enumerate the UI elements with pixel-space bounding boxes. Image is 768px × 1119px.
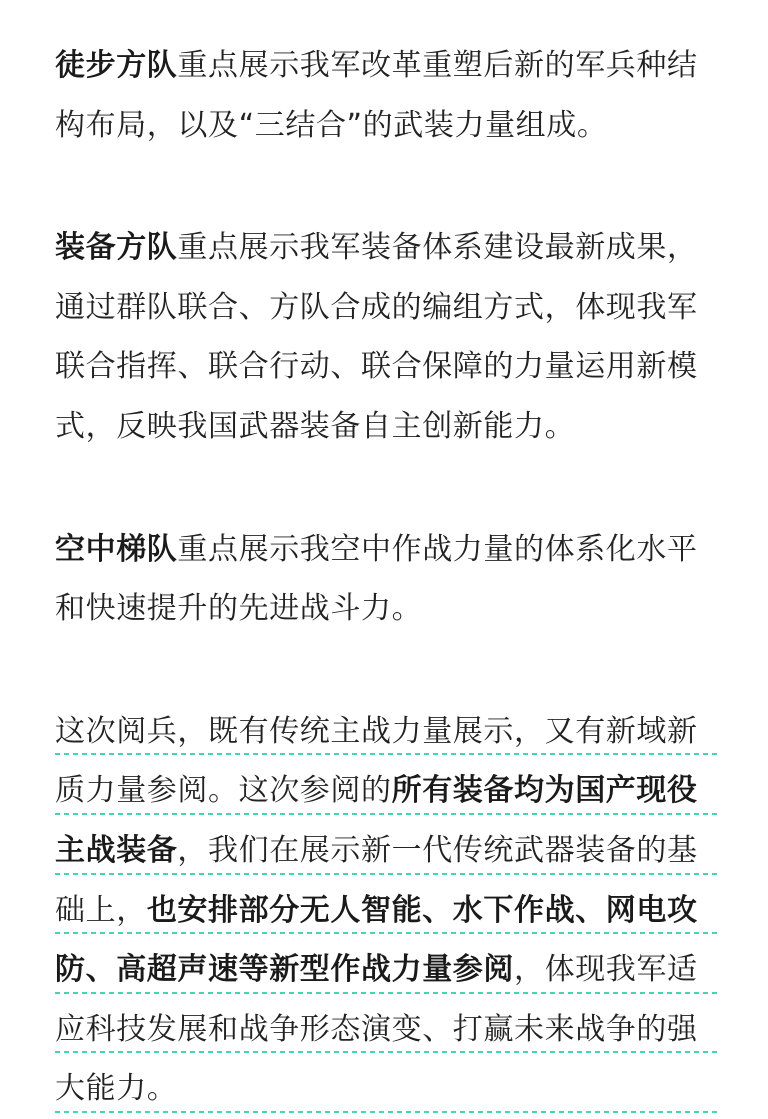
highlight-text: 也安排部分无人智能、水下作战、网电攻防、高超声速等新型作战力量参阅 <box>55 892 698 988</box>
bold-lead: 徒步方队 <box>55 48 178 83</box>
paragraph-text: 重点展示我军装备体系建设最新成果，通过群队联合、方队合成的编组方式，体现我军联合指挥、联合行动、联合保障的力量运用新模式，反映我国武器装备自主创新能力。 <box>55 230 698 444</box>
bold-lead: 装备方队 <box>55 230 178 266</box>
paragraph-text: ，我们在展示新一代传统武器装备的基础上， <box>55 832 698 928</box>
paragraph-text: 这次阅兵，既有传统主战力量展示，又有新域新质力量参阅。这次参阅的 <box>55 713 698 809</box>
paragraph-text: 重点展示我军改革重塑后新的军兵种结构布局，以及“三结合”的武装力量组成。 <box>55 48 698 143</box>
underline-dash <box>55 932 720 934</box>
paragraph-equipment-troops <box>55 218 720 456</box>
underline-dash <box>55 873 720 875</box>
underline-dash <box>55 992 720 994</box>
paragraph-foot-troops <box>55 36 720 155</box>
underline-dash <box>55 813 720 815</box>
paragraph-air-echelon <box>55 520 720 639</box>
paragraph-parade-summary <box>55 702 720 1119</box>
bold-lead: 空中梯队 <box>55 531 178 567</box>
paragraph-text: 重点展示我空中作战力量的体系化水平和快速提升的先进战斗力。 <box>55 531 698 627</box>
underline-dash <box>55 1111 720 1113</box>
article-body <box>55 36 720 1119</box>
underline-dash <box>55 753 720 755</box>
underline-dash <box>55 1051 720 1053</box>
highlight-text: 所有装备均为国产现役主战装备 <box>55 773 698 868</box>
paragraph-text: ，体现我军适应科技发展和战争形态演变、打赢未来战争的强大能力。 <box>55 952 698 1107</box>
